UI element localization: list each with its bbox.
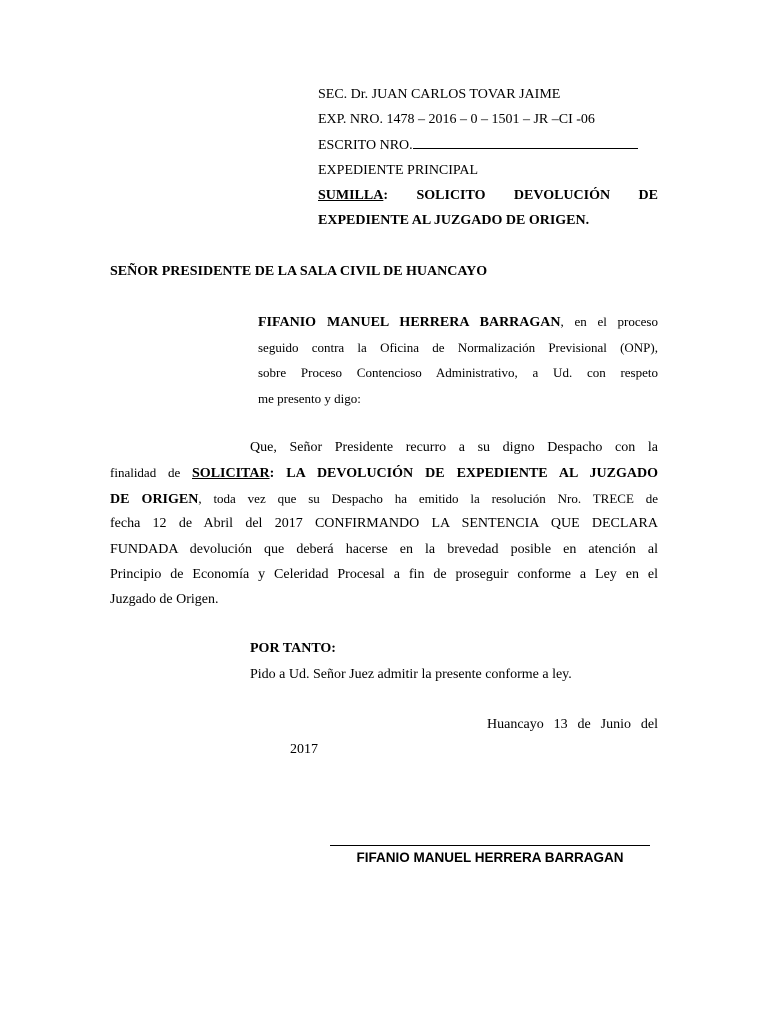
request-line: Pido a Ud. Señor Juez admitir la presente conforme a ley. [250,667,572,682]
sumilla-text-1: SOLICITO DEVOLUCIÓN DE [416,188,658,203]
sumilla-label: SUMILLA [318,188,384,203]
de-origen-bold: DE ORIGEN [110,492,199,507]
body-line-2-rest: LA DEVOLUCIÓN DE EXPEDIENTE AL JUZGADO [274,466,658,481]
body-line-3 [110,490,658,509]
body-line-1: Que, Señor Presidente recurro a su digno Despacho con la [250,440,658,455]
intro-line-1 [258,313,658,332]
escrito-blank [413,136,638,149]
intro-line-3: sobre Proceso Contencioso Administrativo, a Ud. con respeto [258,365,658,380]
signature-line [330,845,650,846]
secretary-line: SEC. Dr. JUAN CARLOS TOVAR JAIME [318,87,561,102]
intro-line-1-rest: , en el proceso [560,314,658,329]
sumilla-line-2: EXPEDIENTE AL JUZGADO DE ORIGEN. [318,213,590,228]
intro-line-4: me presento y digo: [258,391,361,406]
addressee: SEÑOR PRESIDENTE DE LA SALA CIVIL DE HUANCAYO [110,264,488,279]
body-line-3-rest: , toda vez que su Despacho ha emitido la resolución Nro. TRECE de [198,491,659,506]
petitioner-name: FIFANIO MANUEL HERRERA BARRAGAN [258,315,561,330]
intro-line-2: seguido contra la Oficina de Normalización Previsional (ONP), [258,340,658,355]
body-line-6: Principio de Economía y Celeridad Procesal a fin de proseguir conforme a Ley en el [110,567,658,582]
body-line-2 [110,464,658,483]
solicitar-colon: : [269,466,275,481]
body-line-4: fecha 12 de Abril del 2017 CONFIRMANDO LA SENTENCIA QUE DECLARA [110,516,658,531]
date-line-1: Huancayo 13 de Junio del [487,717,658,732]
solicitar-keyword: SOLICITAR [192,466,270,481]
sumilla-colon: : [383,188,389,203]
escrito-number-line [318,136,638,155]
body-line-7: Juzgado de Origen. [110,592,219,607]
expediente-number-line: EXP. NRO. 1478 – 2016 – 0 – 1501 – JR –CI -06 [318,112,595,127]
expediente-principal-line: EXPEDIENTE PRINCIPAL [318,163,479,178]
por-tanto-heading: POR TANTO: [250,641,336,656]
body-line-2-pre: finalidad de [110,465,193,480]
escrito-label: ESCRITO NRO. [318,138,413,153]
sumilla-line-1 [318,187,658,205]
signature-name: FIFANIO MANUEL HERRERA BARRAGAN [356,850,624,865]
date-line-2: 2017 [290,742,318,757]
body-line-5: FUNDADA devolución que deberá hacerse en la brevedad posible en atención al [110,542,658,557]
